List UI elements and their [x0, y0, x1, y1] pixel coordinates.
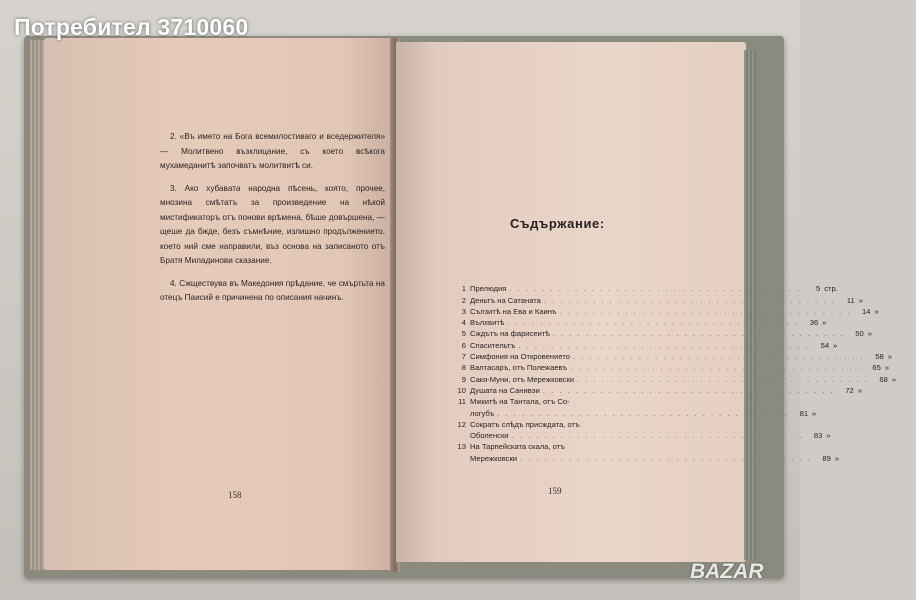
user-watermark: Потребител 3710060	[14, 14, 249, 40]
toc-entry-number: 4	[461, 318, 466, 328]
toc-entry	[450, 327, 872, 339]
toc-entry	[450, 338, 838, 350]
toc-entry-title: Спасительтъ	[470, 340, 516, 350]
toc-leader-dots: . . . . . . . . . . . . . . . . . . . . . . . . . . . . . . . . . . . .	[520, 453, 812, 463]
toc-entry-unit: »	[884, 363, 890, 373]
toc-entry-title: На Тарпейската скала, отъ	[470, 442, 565, 452]
toc-entry-title-cont: логубъ	[470, 408, 495, 418]
toc-entry-page: 65	[872, 363, 881, 373]
toc-entry-unit: »	[857, 385, 862, 395]
toc-entry-title-cont: Мережковски	[470, 453, 518, 463]
toc-entry	[450, 372, 897, 384]
toc-leader-dots: . . . . . . . . . . . . . . . . . . . . . . . . . . . . . . . . . . . .	[559, 306, 852, 316]
toc-entry-continuation	[450, 429, 831, 441]
toc-leader-dots: . . . . . . . . . . . . . . . . . . . . . . . . . . . . . . . . . . . .	[507, 318, 800, 328]
toc-entry-title: Валтасаръ, отъ Полежаевъ	[470, 363, 568, 373]
toc-entry-page: 14	[862, 306, 871, 316]
toc-leader-dots: . . . . . . . . . . . . . . . . . . . . . . . . . . . . . . . . . . . .	[542, 385, 835, 395]
toc-entry-number: 13	[457, 442, 466, 452]
toc-entry-page: 81	[799, 408, 809, 418]
page-number-right: 159	[548, 486, 562, 496]
toc-entry-page: 58	[875, 352, 884, 362]
toc-entry-number: 10	[457, 385, 466, 395]
toc-entry-unit: »	[822, 318, 827, 328]
toc-entry-page: 50	[855, 329, 864, 339]
toc-entry-unit: »	[834, 453, 840, 463]
toc-entry-unit: »	[833, 340, 838, 350]
toc-entry-page: 89	[822, 453, 831, 463]
toc-entry-unit: стр.	[824, 284, 838, 294]
toc-leader-dots: . . . . . . . . . . . . . . . . . . . . . . . . . . . . . . . . . . . .	[570, 363, 862, 373]
toc-entry-title: Прелюдия	[470, 284, 507, 294]
toc-entry-page: 54	[820, 340, 830, 350]
toc-entry-unit: »	[858, 295, 863, 305]
toc-entry-page: 72	[845, 385, 854, 395]
toc-entry-title: Сократъ слѣдъ присждата, отъ	[470, 419, 580, 429]
toc-entry-page: 68	[879, 374, 888, 384]
toc-entry-title: Душата на Санивэи	[470, 385, 540, 395]
toc-entry-unit: »	[826, 431, 831, 441]
toc-entry	[450, 316, 827, 328]
toc-leader-dots: . . . . . . . . . . . . . . . . . . . . . . . . . . . . . . . . . . . .	[552, 329, 845, 339]
toc-entry-continuation	[450, 451, 840, 463]
toc-entry-number: 7	[461, 352, 466, 362]
page-number-left: 158	[228, 490, 242, 500]
toc-entry-unit: »	[812, 408, 817, 418]
toc-entry-number: 9	[461, 374, 466, 384]
toc-entry	[450, 440, 700, 451]
toc-entry-number: 8	[461, 363, 466, 373]
toc-leader-dots: . . . . . . . . . . . . . . . . . . . . . . . . . . . . . . . . . . . .	[509, 284, 802, 294]
toc-leader-dots: . . . . . . . . . . . . . . . . . . . . . . . . . . . . . . . . . . . .	[497, 408, 790, 418]
toc-leader-dots: . . . . . . . . . . . . . . . . . . . . . . . . . . . . . . . . . . . .	[543, 295, 836, 305]
toc-entry-number: 11	[458, 397, 466, 407]
toc-entry-number: 12	[457, 419, 466, 429]
toc-entry-unit: »	[867, 329, 872, 339]
toc-entry-unit: »	[874, 306, 879, 316]
toc-entry-page: 36	[809, 318, 819, 328]
toc-entry	[450, 305, 879, 316]
toc-entry-page: 83	[813, 431, 823, 441]
toc-entry	[450, 282, 838, 294]
toc-entry-title: Симфония на Откровението	[470, 352, 570, 362]
toc-entry	[450, 418, 700, 429]
toc-entry	[450, 384, 862, 395]
table-of-contents	[450, 282, 897, 463]
toc-entry-title: Мжкитѣ на Тантала, отъ Со-	[470, 397, 570, 407]
toc-entry-title: Деньтъ на Сатаната	[470, 295, 541, 305]
toc-heading: Съдържание:	[510, 216, 605, 231]
page-edges-right	[744, 50, 756, 560]
toc-leader-dots: . . . . . . . . . . . . . . . . . . . . . . . . . . . . . . . . . . . .	[572, 352, 865, 362]
toc-entry-title: Сълзитѣ на Ева и Каинъ	[470, 306, 557, 316]
toc-entry-title: Сждътъ на фарисеитѣ	[470, 329, 550, 339]
toc-entry-number: 2	[461, 295, 466, 305]
toc-entry-number: 6	[461, 340, 466, 350]
toc-entry-number: 5	[461, 329, 466, 339]
toc-leader-dots: . . . . . . . . . . . . . . . . . . . . . . . . . . . . . . . . . . . .	[577, 374, 869, 384]
toc-entry	[450, 293, 863, 305]
footnote-2: 2. «Въ името на Бога всемилостиваго и вседержителя» — Молитвено възклицание, съ което всѣкога мухамеданитѣ започватъ молитвитѣ си.	[160, 132, 385, 170]
toc-entry-unit: »	[891, 374, 897, 384]
toc-leader-dots: . . . . . . . . . . . . . . . . . . . . . . . . . . . . . . . . . . . .	[518, 340, 811, 350]
toc-entry-number: 1	[461, 284, 466, 294]
toc-entry	[450, 350, 892, 362]
toc-entry-page: 5	[815, 284, 821, 294]
site-logo: BAZAR	[690, 560, 764, 583]
toc-entry	[450, 395, 700, 406]
toc-leader-dots: . . . . . . . . . . . . . . . . . . . . . . . . . . . . . . . . . . . .	[511, 431, 804, 441]
toc-entry	[450, 361, 890, 373]
toc-entry-unit: »	[887, 352, 892, 362]
footnote-3: 3. Ако хубавата народна пѣсень, която, прочее, мнозина смѣтатъ за произведение на нѣкой мистификаторъ отъ понови врѣмена, бѣше довършена, — щеше да бжде, безъ съмнѣние, излишно продължението, което ний сме направили, въз основа на записаното отъ Братя Миладинови сказание.	[160, 183, 385, 266]
toc-entry-title-cont: Оболенски	[470, 431, 509, 441]
toc-entry-number: 3	[461, 306, 466, 316]
toc-entry-title: Сакя-Муни, отъ Мережковски	[470, 374, 575, 384]
toc-entry-title: Вълхвитѣ	[470, 318, 505, 328]
toc-entry-continuation	[450, 406, 817, 418]
footnotes	[160, 130, 385, 310]
toc-entry-page: 11	[846, 295, 855, 305]
footnote-4: 4. Сжществува въ Македония прѣдание, че смъртьта на отецъ Паисий е причинена по описания начинъ.	[160, 278, 385, 303]
